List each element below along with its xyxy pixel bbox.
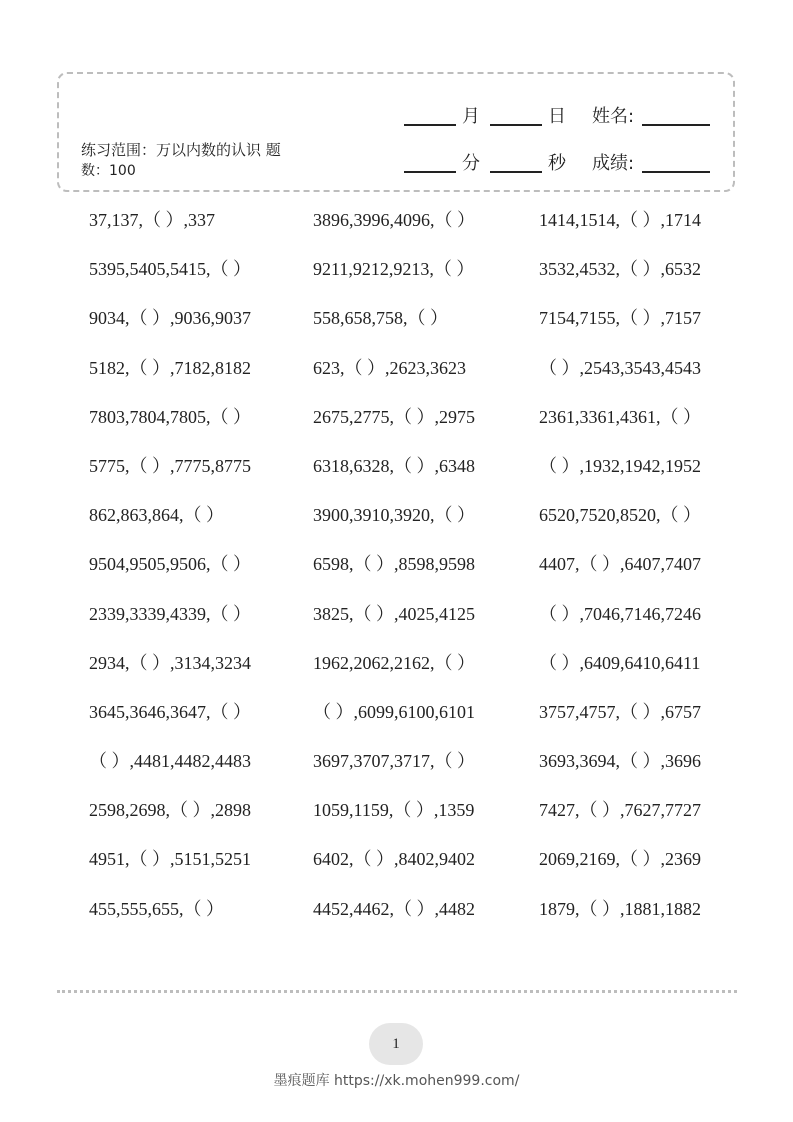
question-item: 3825,（ ）,4025,4125 — [313, 603, 475, 624]
question-item: 3697,3707,3717,（ ） — [313, 751, 475, 772]
question-grid — [89, 206, 749, 944]
question-row — [89, 698, 749, 747]
question-item: 2069,2169,（ ）,2369 — [539, 849, 701, 870]
question-item: 4951,（ ）,5151,5251 — [89, 849, 251, 870]
scope-line-2: 数：100 — [81, 163, 136, 179]
question-row — [89, 354, 749, 403]
question-item: 4452,4462,（ ）,4482 — [313, 898, 475, 919]
month-blank[interactable] — [404, 124, 456, 126]
question-item: 1962,2062,2162,（ ） — [313, 652, 475, 673]
question-item: 1059,1159,（ ）,1359 — [313, 800, 475, 821]
question-item: 3900,3910,3920,（ ） — [313, 505, 475, 526]
question-row — [89, 600, 749, 649]
question-item: 9211,9212,9213,（ ） — [313, 259, 475, 280]
name-blank[interactable] — [642, 124, 710, 126]
question-row — [89, 206, 749, 255]
source-credit[interactable]: 墨痕题库 https://xk.mohen999.com/ — [273, 1073, 520, 1089]
question-item: 2339,3339,4339,（ ） — [89, 603, 251, 624]
question-item: 6598,（ ）,8598,9598 — [313, 554, 475, 575]
day-blank[interactable] — [490, 124, 542, 126]
question-item: 2675,2775,（ ）,2975 — [313, 406, 475, 427]
question-row — [89, 550, 749, 599]
header-box — [57, 72, 735, 192]
question-item: 9034,（ ）,9036,9037 — [89, 308, 251, 329]
question-item: 2598,2698,（ ）,2898 — [89, 800, 251, 821]
question-row — [89, 845, 749, 894]
question-item: 4407,（ ）,6407,7407 — [539, 554, 701, 575]
question-item: 3532,4532,（ ）,6532 — [539, 259, 701, 280]
day-label: 日 — [548, 106, 566, 127]
score-blank[interactable] — [642, 171, 710, 173]
question-item: 7427,（ ）,7627,7727 — [539, 800, 701, 821]
question-row — [89, 501, 749, 550]
question-item: 6318,6328,（ ）,6348 — [313, 455, 475, 476]
question-item: 7154,7155,（ ）,7157 — [539, 308, 701, 329]
question-item: 2361,3361,4361,（ ） — [539, 406, 701, 427]
name-label: 姓名: — [592, 106, 635, 127]
score-label: 成绩: — [592, 153, 635, 174]
question-item: 623,（ ）,2623,3623 — [313, 357, 466, 378]
question-item: （ ）,4481,4482,4483 — [89, 751, 251, 772]
date-name-row — [404, 98, 714, 128]
question-item: 9504,9505,9506,（ ） — [89, 554, 251, 575]
question-item: 3757,4757,（ ）,6757 — [539, 701, 701, 722]
scope-line-1: 练习范围：万以内数的认识 题 — [81, 141, 281, 159]
second-label: 秒 — [548, 153, 566, 174]
question-item: 1879,（ ）,1881,1882 — [539, 898, 701, 919]
exercise-scope — [81, 140, 321, 182]
question-item: 3693,3694,（ ）,3696 — [539, 751, 701, 772]
question-item: （ ）,1932,1942,1952 — [539, 455, 701, 476]
question-row — [89, 747, 749, 796]
question-row — [89, 796, 749, 845]
question-item: 3896,3996,4096,（ ） — [313, 210, 475, 230]
question-item: 37,137,（ ）,337 — [89, 210, 215, 230]
question-row — [89, 255, 749, 304]
question-item: （ ）,6099,6100,6101 — [313, 701, 475, 722]
question-row — [89, 403, 749, 452]
month-label: 月 — [462, 106, 480, 127]
question-item: 5182,（ ）,7182,8182 — [89, 357, 251, 378]
question-item: 2934,（ ）,3134,3234 — [89, 652, 251, 673]
footer-divider — [57, 990, 737, 993]
question-item: 5775,（ ）,7775,8775 — [89, 455, 251, 476]
question-row — [89, 895, 749, 944]
question-item: 7803,7804,7805,（ ） — [89, 406, 251, 427]
minute-label: 分 — [462, 153, 480, 174]
question-row — [89, 649, 749, 698]
question-item: 862,863,864,（ ） — [89, 505, 224, 526]
question-item: 1414,1514,（ ）,1714 — [539, 210, 701, 230]
question-item: （ ）,6409,6410,6411 — [539, 652, 701, 673]
time-score-row — [404, 145, 714, 175]
page-number: 1 — [369, 1023, 423, 1065]
question-item: 5395,5405,5415,（ ） — [89, 259, 251, 280]
minute-blank[interactable] — [404, 171, 456, 173]
question-item: 455,555,655,（ ） — [89, 898, 224, 919]
question-item: 6520,7520,8520,（ ） — [539, 505, 701, 526]
question-item: 6402,（ ）,8402,9402 — [313, 849, 475, 870]
question-row — [89, 452, 749, 501]
question-item: 3645,3646,3647,（ ） — [89, 701, 251, 722]
question-row — [89, 304, 749, 353]
question-item: （ ）,7046,7146,7246 — [539, 603, 701, 624]
second-blank[interactable] — [490, 171, 542, 173]
question-item: （ ）,2543,3543,4543 — [539, 357, 701, 378]
question-item: 558,658,758,（ ） — [313, 308, 448, 329]
